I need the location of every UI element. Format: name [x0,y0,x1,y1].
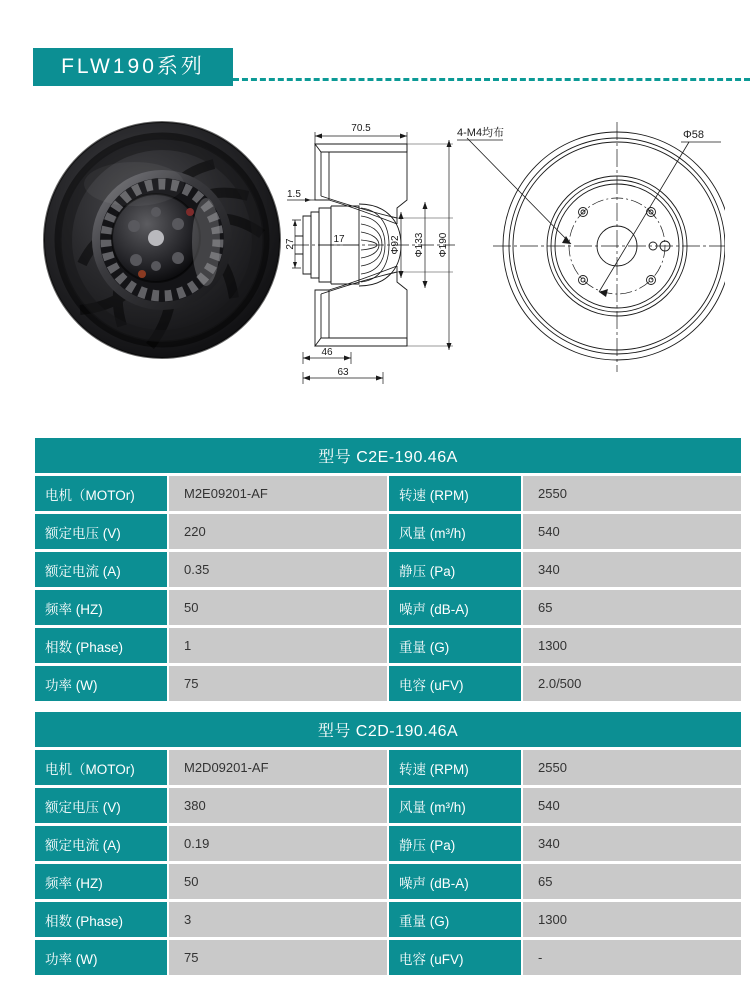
svg-text:46: 46 [321,347,333,358]
dim-70-5 [315,123,407,146]
dim-1-5 [287,189,315,202]
svg-text:1.5: 1.5 [287,189,301,200]
row-value-pressure: 340 [523,826,741,861]
table-row [35,826,741,861]
row-value-speed: 2550 [523,476,741,511]
row-value-motor: M2D09201-AF [169,750,387,785]
row-label-pressure: 静压 (Pa) [389,552,521,587]
series-title-badge [33,48,233,86]
row-label-pressure: 静压 (Pa) [389,826,521,861]
svg-text:Φ58: Φ58 [683,129,705,141]
row-value-speed: 2550 [523,750,741,785]
row-value-airflow: 540 [523,514,741,549]
spec-table-c2e [33,435,743,704]
row-value-current: 0.35 [169,552,387,587]
row-value-weight: 1300 [523,902,741,937]
illustration-area [0,96,750,416]
table-row [35,514,741,549]
row-label-frequency: 频率 (HZ) [35,590,167,625]
table-row [35,552,741,587]
row-label-frequency: 频率 (HZ) [35,864,167,899]
svg-text:Φ92: Φ92 [390,235,401,255]
row-label-speed: 转速 (RPM) [389,750,521,785]
table-row [35,750,741,785]
page-header [0,48,750,88]
row-label-phase: 相数 (Phase) [35,628,167,663]
svg-text:17: 17 [333,234,345,245]
row-label-motor: 电机（MOTOr) [35,750,167,785]
table-row [35,590,741,625]
front-view [457,122,725,372]
row-label-voltage: 额定电压 (V) [35,788,167,823]
svg-text:63: 63 [337,367,349,378]
row-label-power: 功率 (W) [35,940,167,975]
row-value-power: 75 [169,940,387,975]
svg-text:27: 27 [285,238,296,250]
table-row [35,788,741,823]
row-value-noise: 65 [523,864,741,899]
row-label-current: 额定电流 (A) [35,552,167,587]
row-label-power: 功率 (W) [35,666,167,701]
spec-table-c2d [33,709,743,978]
dim-27 [285,220,301,268]
engineering-drawings [285,96,725,396]
row-label-noise: 噪声 (dB-A) [389,590,521,625]
row-label-current: 额定电流 (A) [35,826,167,861]
row-value-capacitance: - [523,940,741,975]
table-caption: 型号 C2E-190.46A [35,438,741,473]
table-caption: 型号 C2D-190.46A [35,712,741,747]
row-label-capacitance: 电容 (uFV) [389,666,521,701]
svg-text:Φ190: Φ190 [438,232,449,258]
dim-17 [319,234,359,245]
row-value-voltage: 380 [169,788,387,823]
row-label-phase: 相数 (Phase) [35,902,167,937]
row-value-pressure: 340 [523,552,741,587]
fan-impeller-photo [38,114,288,364]
row-value-phase: 3 [169,902,387,937]
series-title: FLW190系列 [61,55,205,78]
row-value-weight: 1300 [523,628,741,663]
row-value-current: 0.19 [169,826,387,861]
row-label-noise: 噪声 (dB-A) [389,864,521,899]
svg-text:Φ133: Φ133 [414,232,425,258]
svg-text:70.5: 70.5 [351,123,371,134]
row-label-voltage: 额定电压 (V) [35,514,167,549]
table-row [35,476,741,511]
row-label-motor: 电机（MOTOr) [35,476,167,511]
row-label-weight: 重量 (G) [389,628,521,663]
row-value-frequency: 50 [169,590,387,625]
row-value-noise: 65 [523,590,741,625]
header-divider [233,78,750,81]
row-label-airflow: 风量 (m³/h) [389,514,521,549]
row-value-phase: 1 [169,628,387,663]
row-value-frequency: 50 [169,864,387,899]
row-label-speed: 转速 (RPM) [389,476,521,511]
svg-text:4-M4均布: 4-M4均布 [457,127,505,139]
row-label-airflow: 风量 (m³/h) [389,788,521,823]
row-value-power: 75 [169,666,387,701]
dim-63 [303,367,383,384]
row-value-capacitance: 2.0/500 [523,666,741,701]
row-label-weight: 重量 (G) [389,902,521,937]
row-value-voltage: 220 [169,514,387,549]
table-row [35,864,741,899]
row-value-airflow: 540 [523,788,741,823]
table-row [35,902,741,937]
section-view [285,123,455,384]
dim-46 [303,347,351,364]
row-label-capacitance: 电容 (uFV) [389,940,521,975]
row-value-motor: M2E09201-AF [169,476,387,511]
table-row [35,940,741,975]
table-row [35,666,741,701]
table-row [35,628,741,663]
